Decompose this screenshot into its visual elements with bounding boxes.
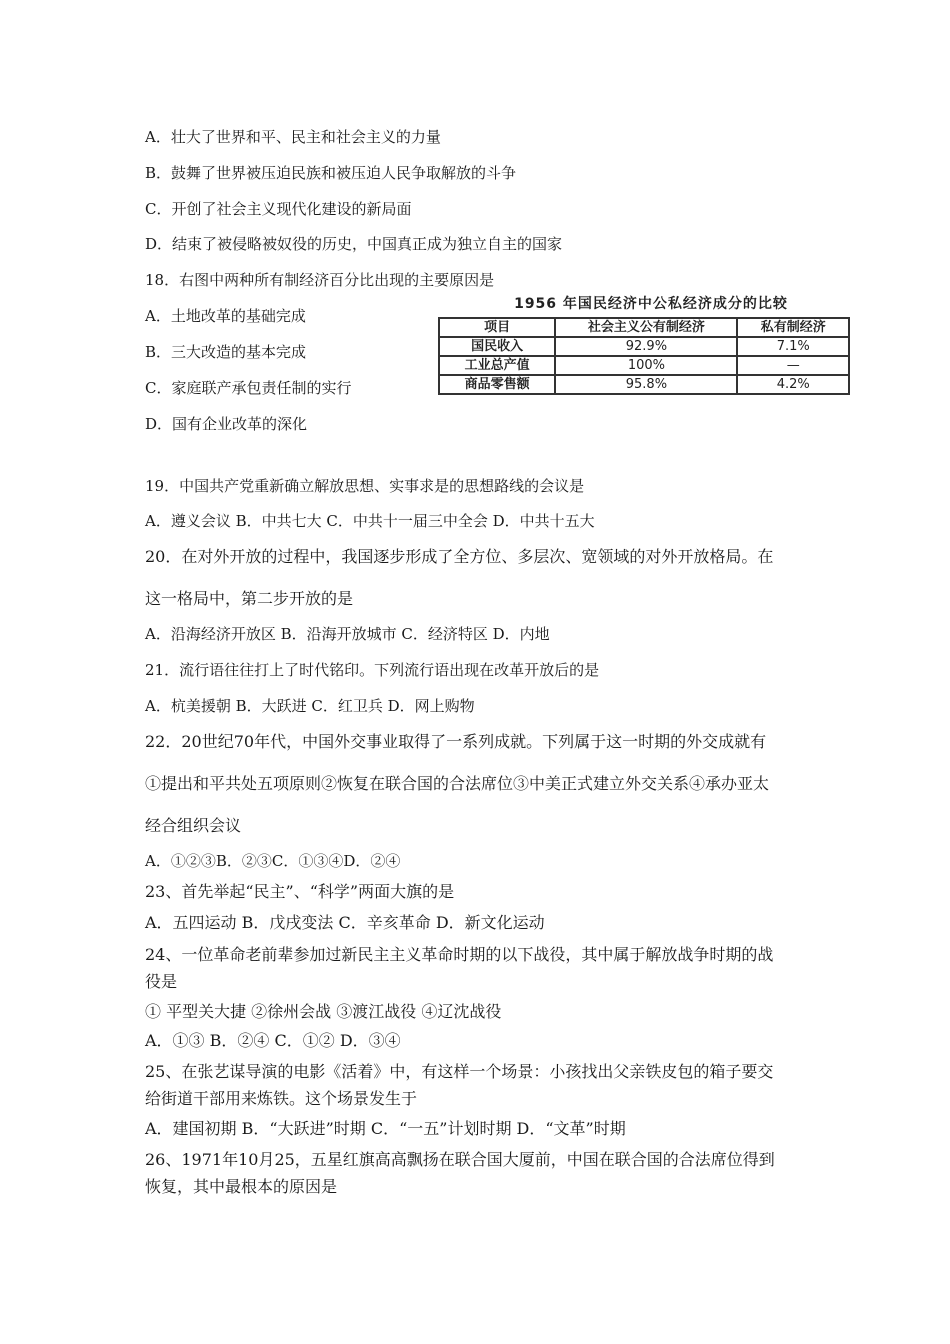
q26-stem-line2: 恢复，其中最根本的原因是 xyxy=(145,1177,338,1196)
q18-option-b: B．三大改造的基本完成 xyxy=(145,343,307,361)
q26-stem-line1: 26、1971年10月25，五星红旗高高飘扬在联合国大厦前，中国在联合国的合法席位得到 xyxy=(145,1150,775,1169)
q24-items: ① 平型关大捷 ②徐州会战 ③渡江战役 ④辽沈战役 xyxy=(145,1002,502,1021)
economy-comparison-figure xyxy=(438,292,852,395)
q23-stem: 23、首先举起“民主”、“科学”两面大旗的是 xyxy=(145,882,455,901)
public-value: 92.9% xyxy=(555,337,737,356)
row-label: 国民收入 xyxy=(439,337,555,356)
private-value: — xyxy=(737,356,849,375)
q17-option-d: D．结束了被侵略被奴役的历史，中国真正成为独立自主的国家 xyxy=(145,235,563,253)
q25-options: A．建国初期 B．“大跃进”时期 C．“一五”计划时期 D．“文革”时期 xyxy=(145,1119,626,1138)
table-row xyxy=(439,356,849,375)
public-value: 95.8% xyxy=(555,375,737,394)
q18-option-d: D．国有企业改革的深化 xyxy=(145,415,308,433)
q19-stem: 19．中国共产党重新确立解放思想、实事求是的思想路线的会议是 xyxy=(145,477,585,495)
q23-options: A．五四运动 B．戊戌变法 C．辛亥革命 D．新文化运动 xyxy=(145,913,545,932)
q22-items-line1: ①提出和平共处五项原则②恢复在联合国的合法席位③中美正式建立外交关系④承办亚太 xyxy=(145,774,770,793)
table-header-row xyxy=(439,318,849,337)
q22-items-line2: 经合组织会议 xyxy=(145,816,242,835)
q20-stem-line2: 这一格局中，第二步开放的是 xyxy=(145,589,354,608)
row-label: 工业总产值 xyxy=(439,356,555,375)
q20-stem-line1: 20．在对外开放的过程中，我国逐步形成了全方位、多层次、宽领域的对外开放格局。在 xyxy=(145,547,774,566)
table-row xyxy=(439,337,849,356)
q21-stem: 21．流行语往往打上了时代铭印。下列流行语出现在改革开放后的是 xyxy=(145,661,600,679)
q18-option-a: A．土地改革的基础完成 xyxy=(145,307,306,325)
q25-stem-line1: 25、在张艺谋导演的电影《活着》中，有这样一个场景：小孩找出父亲铁皮包的箱子要交 xyxy=(145,1062,774,1081)
q17-option-c: C．开创了社会主义现代化建设的新局面 xyxy=(145,200,412,218)
header-public-economy: 社会主义公有制经济 xyxy=(555,318,737,337)
q18-stem: 18．右图中两种所有制经济百分比出现的主要原因是 xyxy=(145,271,495,289)
table-row xyxy=(439,375,849,394)
private-value: 7.1% xyxy=(737,337,849,356)
q17-option-a: A．壮大了世界和平、民主和社会主义的力量 xyxy=(145,128,441,146)
q21-options: A．杭美援朝 B．大跃进 C．红卫兵 D．网上购物 xyxy=(145,697,475,715)
q25-stem-line2: 给街道干部用来炼铁。这个场景发生于 xyxy=(145,1089,418,1108)
q17-option-b: B．鼓舞了世界被压迫民族和被压迫人民争取解放的斗争 xyxy=(145,164,517,182)
header-item: 项目 xyxy=(439,318,555,337)
row-label: 商品零售额 xyxy=(439,375,555,394)
private-value: 4.2% xyxy=(737,375,849,394)
q24-stem-line2: 役是 xyxy=(145,972,178,991)
q24-stem-line1: 24、一位革命老前辈参加过新民主主义革命时期的以下战役，其中属于解放战争时期的战 xyxy=(145,945,774,964)
q19-options: A．遵义会议 B．中共七大 C．中共十一届三中全会 D．中共十五大 xyxy=(145,512,595,530)
figure-title: 1956 年国民经济中公私经济成分的比较 xyxy=(514,296,788,312)
q20-options: A．沿海经济开放区 B．沿海开放城市 C．经济特区 D．内地 xyxy=(145,625,550,643)
q24-options: A．①③ B．②④ C．①② D．③④ xyxy=(145,1031,401,1050)
economy-comparison-table xyxy=(438,317,850,395)
q18-option-c: C．家庭联产承包责任制的实行 xyxy=(145,379,352,397)
public-value: 100% xyxy=(555,356,737,375)
header-private-economy: 私有制经济 xyxy=(737,318,849,337)
q22-options: A．①②③B．②③C．①③④D．②④ xyxy=(145,852,401,870)
q22-stem: 22．20世纪70年代，中国外交事业取得了一系列成就。下列属于这一时期的外交成就有 xyxy=(145,732,767,751)
